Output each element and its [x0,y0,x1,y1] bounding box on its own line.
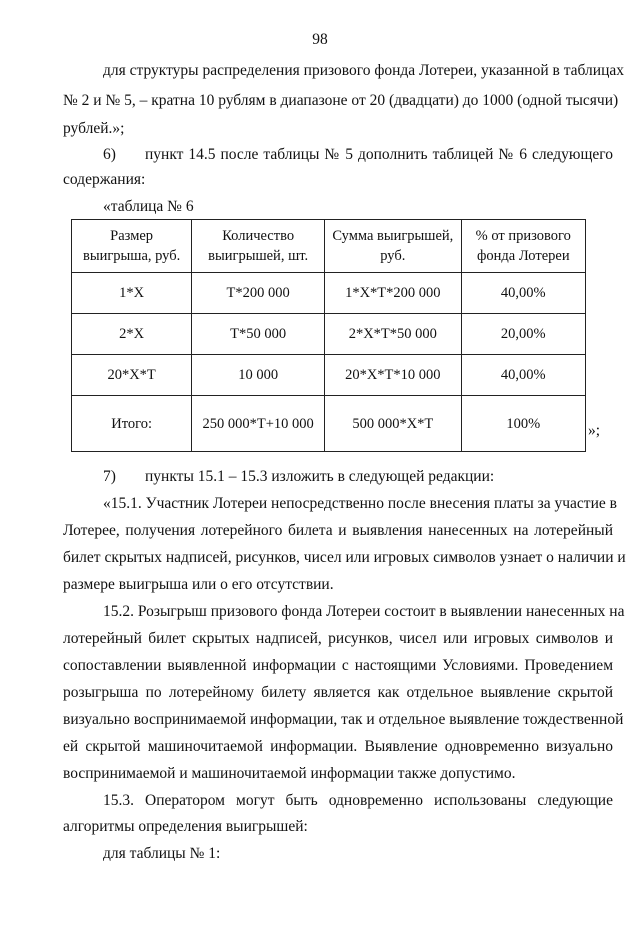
table-cell: 10 000 [192,355,325,396]
header-prize-sum: Сумма выигрышей, руб. [325,220,462,273]
item6-line2: содержания: [63,171,146,188]
table-cell: Т*50 000 [192,314,325,355]
p151-line1: «15.1. Участник Лотереи непосредственно после внесения платы за участие в [103,495,617,512]
p152-line3: сопоставлении выявленной информации с настоящими Условиями. Проведением [63,657,613,674]
table-row [72,314,586,355]
header-prize-count: Количество выигрышей, шт. [192,220,325,273]
total-count: 250 000*Т+10 000 [192,396,325,452]
p152-line2: лотерейный билет скрытых надписей, рисунков, чисел или игровых символов и [63,630,613,647]
p152-line1: 15.2. Розыгрыш призового фонда Лотереи состоит в выявлении нанесенных на [103,603,625,620]
table-closing-quote: »; [588,422,601,439]
para1-line1: для структуры распределения призового фонда Лотереи, указанной в таблицах [103,62,624,79]
table-cell: 40,00% [461,273,585,314]
table-cell: 40,00% [461,355,585,396]
prize-table [71,219,586,452]
p151-line3: билет скрытых надписей, рисунков, чисел или игровых символов узнает о наличии и [63,549,626,566]
total-percent: 100% [461,396,585,452]
p152-line4: розыгрыша по лотерейному билету является как отдельное выявление скрытой [63,684,613,701]
table-cell: 1*Х [72,273,192,314]
item7-text: пункты 15.1 – 15.3 изложить в следующей редакции: [145,468,495,485]
p152-line6: ей скрытой машиночитаемой информации. Выявление одновременно визуально [63,738,613,755]
para1-line2: № 2 и № 5, – кратна 10 рублям в диапазоне от 20 (двадцати) до 1000 (одной тысячи) [63,92,619,109]
table-total-row [72,396,586,452]
p152-line5: визуально воспринимаемой информации, так и отдельное выявление тождественной [63,711,624,728]
table-cell: 2*Х [72,314,192,355]
table-cell: 20,00% [461,314,585,355]
p153-line1: 15.3. Оператором могут быть одновременно использованы следующие [103,792,613,809]
table-cell: 20*Х*Т*10 000 [325,355,462,396]
last-line: для таблицы № 1: [103,845,221,862]
table-row [72,355,586,396]
header-prize-size: Размер выигрыша, руб. [72,220,192,273]
table-caption: «таблица № 6 [103,198,194,215]
table-row [72,273,586,314]
total-label: Итого: [72,396,192,452]
p152-line7: воспринимаемой и машиночитаемой информации также допустимо. [63,765,516,782]
para1-line3: рублей.»; [63,120,125,137]
page-number: 98 [312,31,328,48]
p153-line2: алгоритмы определения выигрышей: [63,818,308,835]
table-cell: 20*Х*Т [72,355,192,396]
total-sum: 500 000*Х*Т [325,396,462,452]
header-prize-percent: % от призового фонда Лотереи [461,220,585,273]
p151-line2: Лотерее, получения лотерейного билета и выявления нанесенных на лотерейный [63,522,613,539]
table-header-row [72,220,586,273]
p151-line4: размере выигрыша или о его отсутствии. [63,576,334,593]
table-cell: 2*Х*Т*50 000 [325,314,462,355]
table-cell: Т*200 000 [192,273,325,314]
item6-text: пункт 14.5 после таблицы № 5 дополнить таблицей № 6 следующего [145,146,613,163]
item6-number: 6) [103,146,116,163]
item7-number: 7) [103,468,116,485]
table-cell: 1*Х*Т*200 000 [325,273,462,314]
